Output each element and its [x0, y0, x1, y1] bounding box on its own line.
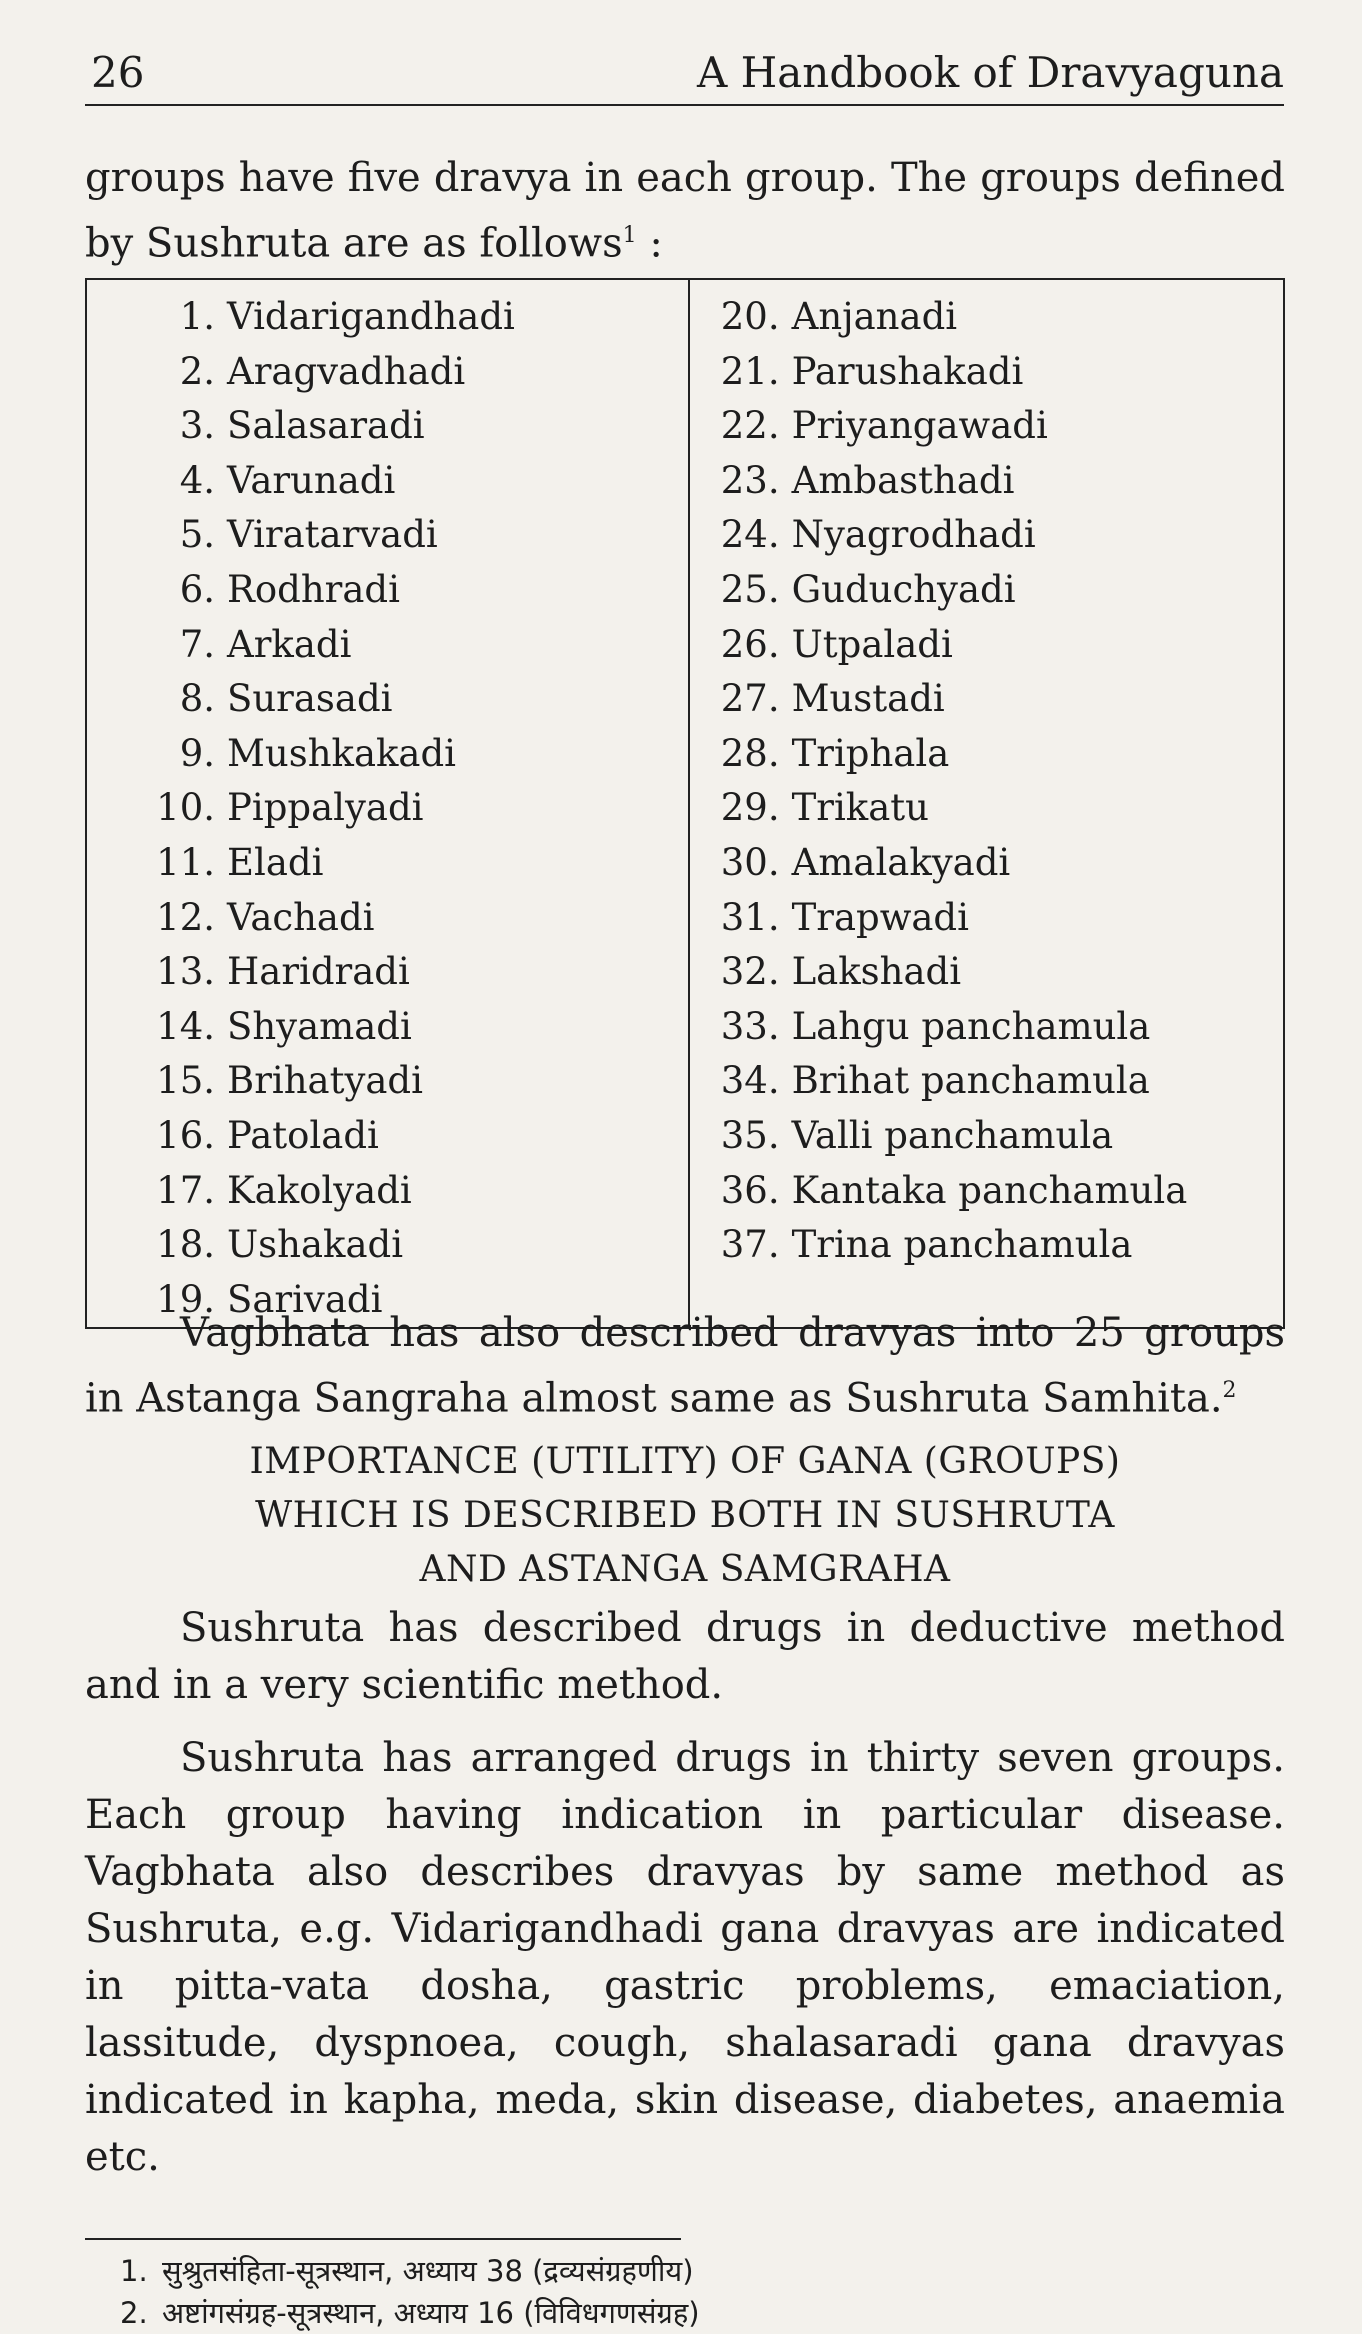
page-header — [85, 44, 1284, 106]
group-item — [87, 727, 688, 782]
intro-text: groups have five dravya in each group. The groups defined by Sushruta are as follows — [85, 155, 1285, 267]
section-heading-line: WHICH IS DESCRIBED BOTH IN SUSHRUTA — [255, 1495, 1115, 1536]
group-number: 14. — [156, 1004, 215, 1048]
group-item — [690, 1054, 1283, 1109]
group-item — [87, 672, 688, 727]
groups-table — [85, 278, 1285, 1329]
group-number: 24. — [720, 513, 780, 557]
group-item — [87, 399, 688, 454]
group-number: 31. — [720, 895, 780, 939]
group-name: Arkadi — [227, 622, 352, 666]
group-number: 11. — [156, 840, 215, 884]
group-item — [690, 891, 1283, 946]
group-number: 36. — [720, 1168, 780, 1212]
group-item — [87, 1000, 688, 1055]
group-name: Brihat panchamula — [791, 1059, 1150, 1103]
group-number: 29. — [720, 786, 780, 830]
group-name: Triphala — [791, 731, 950, 775]
footnote-number: 1. — [120, 2254, 148, 2288]
group-number: 17. — [156, 1168, 215, 1212]
group-name: Shyamadi — [227, 1004, 412, 1048]
group-number: 32. — [720, 950, 780, 994]
group-item — [690, 618, 1283, 673]
group-name: Anjanadi — [791, 295, 958, 338]
group-number: 22. — [720, 404, 780, 448]
group-item — [87, 1054, 688, 1109]
group-name: Viratarvadi — [227, 513, 438, 557]
group-item — [690, 399, 1283, 454]
group-name: Pippalyadi — [227, 786, 424, 830]
group-number: 28. — [720, 731, 780, 775]
group-item — [690, 454, 1283, 509]
group-number: 21. — [720, 349, 780, 393]
group-item — [690, 1218, 1283, 1273]
footnote-number: 2. — [120, 2296, 148, 2330]
group-name: Priyangawadi — [791, 404, 1048, 448]
group-item — [690, 836, 1283, 891]
group-name: Trapwadi — [791, 895, 969, 939]
intro-suffix: : — [636, 220, 663, 267]
group-name: Rodhradi — [227, 567, 400, 611]
group-item — [87, 836, 688, 891]
group-item — [690, 672, 1283, 727]
group-name: Lakshadi — [791, 950, 962, 994]
vagbhata-text: Vagbhata has also described dravyas into 25 groups in Astanga Sangraha almost same as Sushruta Samhita. — [85, 1310, 1285, 1422]
group-name: Ushakadi — [227, 1223, 404, 1267]
group-number: 5. — [179, 513, 215, 557]
group-item — [690, 1109, 1283, 1164]
footnote-mark-1: 1 — [622, 223, 637, 248]
group-number: 8. — [179, 677, 215, 721]
intro-paragraph — [85, 150, 1285, 272]
group-number: 26. — [720, 622, 780, 666]
group-name: Kakolyadi — [227, 1168, 412, 1212]
group-number: 4. — [179, 458, 215, 502]
group-name: Sarivadi — [227, 1277, 383, 1321]
footnote-text: अष्टांगसंग्रह-सूत्रस्थान, अध्याय 16 (विविधगणसंग्रह) — [162, 2296, 700, 2330]
group-item — [690, 945, 1283, 1000]
footnote-mark-2: 2 — [1222, 1378, 1237, 1403]
group-item — [87, 781, 688, 836]
group-number: 13. — [156, 950, 215, 994]
group-number: 27. — [720, 677, 780, 721]
group-name: Haridradi — [227, 950, 410, 994]
group-name: Mushkakadi — [227, 731, 457, 775]
group-item — [87, 454, 688, 509]
group-name: Ambasthadi — [791, 458, 1015, 502]
group-number: 2. — [179, 349, 215, 393]
group-name: Amalakyadi — [791, 840, 1011, 884]
group-name: Patoladi — [227, 1113, 379, 1157]
group-number: 18. — [156, 1223, 215, 1267]
group-item — [690, 290, 1283, 345]
group-number: 34. — [720, 1059, 780, 1103]
group-name: Kantaka panchamula — [791, 1168, 1188, 1212]
group-item — [690, 563, 1283, 618]
group-name: Vidarigandhadi — [227, 295, 515, 338]
group-number: 30. — [720, 840, 780, 884]
group-item — [87, 563, 688, 618]
group-item — [87, 1218, 688, 1273]
group-number: 19. — [156, 1277, 215, 1321]
groups-right-column — [689, 279, 1284, 1328]
group-name: Trina panchamula — [791, 1223, 1133, 1267]
footnote-text: सुश्रुतसंहिता-सूत्रस्थान, अध्याय 38 (द्रव्यसंग्रहणीय) — [162, 2254, 694, 2288]
group-item — [690, 781, 1283, 836]
group-number: 33. — [720, 1004, 780, 1048]
group-item — [87, 945, 688, 1000]
group-number: 7. — [179, 622, 215, 666]
group-item — [87, 345, 688, 400]
vagbhata-paragraph — [85, 1305, 1285, 1427]
group-name: Surasadi — [227, 677, 393, 721]
group-number: 1. — [179, 295, 215, 338]
group-name: Brihatyadi — [227, 1059, 423, 1103]
group-item — [87, 290, 688, 345]
groups-right-list — [690, 290, 1283, 1273]
group-name: Valli panchamula — [791, 1113, 1114, 1157]
running-title: A Handbook of Dravyaguna — [696, 48, 1284, 97]
group-name: Lahgu panchamula — [791, 1004, 1151, 1048]
group-name: Mustadi — [791, 677, 945, 721]
section-heading — [85, 1435, 1285, 1597]
group-number: 25. — [720, 567, 780, 611]
group-item — [690, 727, 1283, 782]
group-item — [87, 508, 688, 563]
group-number: 37. — [720, 1223, 780, 1267]
group-name: Trikatu — [791, 786, 929, 830]
group-name: Vachadi — [227, 895, 375, 939]
footnote-2 — [120, 2292, 700, 2334]
group-number: 23. — [720, 458, 780, 502]
group-number: 12. — [156, 895, 215, 939]
group-name: Varunadi — [227, 458, 396, 502]
group-item — [87, 891, 688, 946]
group-number: 20. — [720, 295, 780, 338]
footnotes — [120, 2250, 700, 2334]
group-item — [690, 1164, 1283, 1219]
group-number: 10. — [156, 786, 215, 830]
groups-left-column — [86, 279, 689, 1328]
group-number: 3. — [179, 404, 215, 448]
group-number: 35. — [720, 1113, 780, 1157]
group-number: 15. — [156, 1059, 215, 1103]
footnote-1 — [120, 2250, 700, 2292]
group-number: 16. — [156, 1113, 215, 1157]
group-item — [87, 618, 688, 673]
groups-left-list — [87, 290, 688, 1327]
group-number: 6. — [179, 567, 215, 611]
section-heading-line: IMPORTANCE (UTILITY) OF GANA (GROUPS) — [249, 1441, 1121, 1482]
group-item — [690, 1000, 1283, 1055]
group-name: Nyagrodhadi — [791, 513, 1036, 557]
group-item — [690, 345, 1283, 400]
group-name: Eladi — [227, 840, 324, 884]
group-name: Salasaradi — [227, 404, 425, 448]
group-name: Aragvadhadi — [227, 349, 466, 393]
group-name: Utpaladi — [791, 622, 953, 666]
arranged-paragraph: Sushruta has arranged drugs in thirty seven groups. Each group having indication in particular disease. Vagbhata also describes dravyas by same method as Sushruta, e.g. Vidarigandhadi gana dravyas are indicated in pitta-vata dosha, gastric problems, emaciation, lassitude, dyspnoea, cough, shalasaradi gana dravyas indicated in kapha, meda, skin disease, diabetes, anaemia etc. — [85, 1735, 1285, 2180]
page-number: 26 — [91, 48, 145, 97]
group-item — [690, 508, 1283, 563]
footnote-rule — [85, 2238, 681, 2240]
group-name: Parushakadi — [791, 349, 1024, 393]
group-item — [87, 1109, 688, 1164]
group-number: 9. — [179, 731, 215, 775]
deductive-paragraph: Sushruta has described drugs in deductive method and in a very scientific method. — [85, 1605, 1285, 1708]
group-item — [87, 1164, 688, 1219]
section-heading-line: AND ASTANGA SAMGRAHA — [419, 1549, 951, 1590]
group-name: Guduchyadi — [791, 567, 1016, 611]
